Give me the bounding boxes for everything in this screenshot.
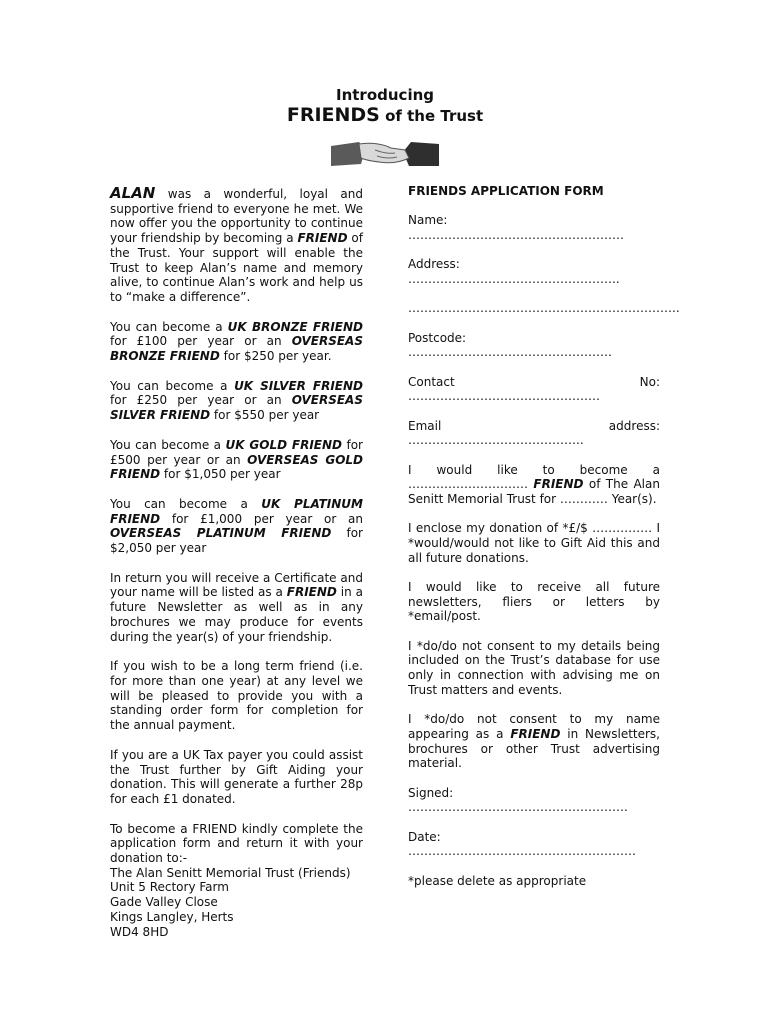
delete-note: *please delete as appropriate — [408, 873, 587, 888]
database-consent[interactable]: I *do/do not consent to my details being included on the Trust’s database for use only in connection with advising me on Trust matters and events. — [408, 638, 660, 697]
title-friends: FRIENDS — [286, 104, 380, 126]
name-field[interactable]: Name: ……………………………………………… — [408, 213, 624, 242]
return-paragraph: In return you will receive a Certificate and your name will be listed as a FRIEND in a future Newsletter as well as in any brochures we may produce for events during the year(s) of your friendship. — [110, 570, 363, 644]
application-form — [408, 184, 680, 903]
contact-field[interactable]: Contact No: ………………………………………… — [408, 374, 660, 404]
longterm-paragraph: If you wish to be a long term friend (i.e. for more than one year) at any level we will be pleased to provide you with a standing order form for completion for the annual payment. — [110, 659, 363, 733]
address-line: WD4 8HD — [110, 924, 169, 939]
page-intro: Introducing — [336, 86, 434, 104]
newsletter-preference[interactable]: I would like to receive all future newsletters, fliers or letters by *email/post. — [408, 580, 660, 624]
donation-field[interactable]: I enclose my donation of *£/$ …………… I *would/would not like to Gift Aid this and all future donations. — [408, 521, 660, 565]
signed-field[interactable]: Signed: ………………………………………………. — [408, 785, 628, 815]
page-title — [0, 104, 770, 126]
address-line: Kings Langley, Herts — [110, 909, 234, 924]
become-paragraph: To become a FRIEND kindly complete the application form and return it with your donation to:- The Alan Senitt Memorial Trust (Friends) Unit 5 Rectory Farm Gade Valley Close Kings Langley, Herts WD4 8HD — [110, 821, 363, 939]
address-line: Gade Valley Close — [110, 895, 218, 910]
alan-name: ALAN — [110, 184, 156, 202]
title-rest: of the Trust — [379, 107, 484, 125]
postcode-field[interactable]: Postcode: …………………………………………… — [408, 330, 612, 360]
silver-paragraph: You can become a UK SILVER FRIEND for £250 per year or an OVERSEAS SILVER FRIEND for $550 per year — [110, 378, 363, 423]
address-line: Unit 5 Rectory Farm — [110, 880, 229, 895]
intro-paragraph: ALAN was a wonderful, loyal and supportive friend to everyone he met. We now offer you the opportunity to continue your friendship by becoming a FRIEND of the Trust. Your support will enable the Trust to keep Alan’s name and memory alive, to continue Alan’s work and help us to “make a difference”. — [110, 184, 363, 304]
address-field[interactable]: Address: …………………………………………….. — [408, 257, 620, 286]
address-field-2[interactable]: ………………………………………………………….. — [408, 301, 680, 316]
gold-paragraph: You can become a UK GOLD FRIEND for £500 per year or an OVERSEAS GOLD FRIEND for $1,050 per year — [110, 437, 363, 482]
form-heading: FRIENDS APPLICATION FORM — [408, 184, 604, 198]
tax-paragraph: If you are a UK Tax payer you could assist the Trust further by Gift Aiding your donation. This will generate a further 28p for each £1 donated. — [110, 747, 363, 806]
name-consent[interactable]: I *do/do not consent to my name appearing as a FRIEND in Newsletters, brochures or other Trust advertising material. — [408, 712, 660, 771]
become-friend-field[interactable]: I would like to become a ………………………… FRIEND of The Alan Senitt Memorial Trust for ………… Year(s). — [408, 462, 660, 506]
bronze-paragraph: You can become a UK BRONZE FRIEND for £100 per year or an OVERSEAS BRONZE FRIEND for $250 per year. — [110, 319, 363, 364]
handshake-icon — [331, 138, 439, 170]
address-line: The Alan Senitt Memorial Trust (Friends) — [110, 865, 351, 880]
platinum-paragraph: You can become a UK PLATINUM FRIEND for £1,000 per year or an OVERSEAS PLATINUM FRIEND for $2,050 per year — [110, 496, 363, 556]
email-field[interactable]: Email address: …………………………………….. — [408, 418, 660, 448]
left-column — [110, 186, 363, 939]
date-field[interactable]: Date: ………………………………………………… — [408, 829, 636, 859]
